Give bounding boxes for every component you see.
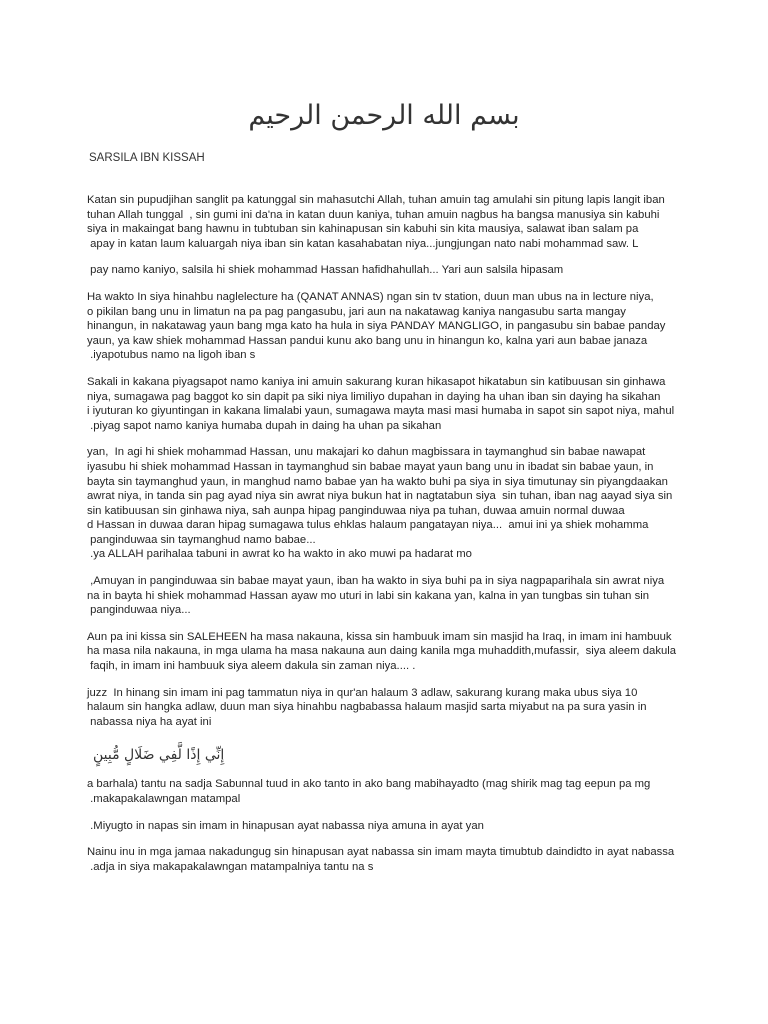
text-line: siya in makaingat bang hawnu in tubtuban sin kahinapusan sin kabuhi sin kita mausiya, salawat iban salam pa (87, 223, 639, 236)
paragraphs-after-verse (87, 777, 687, 874)
text-line: Katan sin pupudjihan sanglit pa katunggal sin mahasutchi Allah, tuhan amuin tag amulahi sin pitung lapis langit iban (87, 194, 665, 206)
text-line: o pikilan bang unu in limatun na pa pag pangasubu, jari aun na nakatawag kaniya nangasubu sarta mangay (87, 305, 626, 318)
text-line: .piyag sapot namo kaniya humaba dupah in daing ha uhan pa sikahan (87, 419, 442, 432)
paragraph (87, 686, 687, 730)
paragraph (87, 777, 687, 806)
text-line: apay in katan laum kaluargah niya iban sin katan kasahabatan niya...jungjungan nato nabi mohammad saw. L (87, 237, 639, 250)
text-line: Aun pa ini kissa sin SALEHEEN ha masa nakauna, kissa sin hambuuk imam sin masjid ha Iraq, in imam ini hambuuk (87, 630, 672, 643)
bismillah-title: بسم الله الرحمن الرحيم (248, 100, 520, 131)
text-line: Sakali in kakana piyagsapot namo kaniya ini amuin sakurang kuran hikasapot hikatabun sin katibuusan sin ginhawa (87, 375, 666, 388)
text-line: pay namo kaniyo, salsila hi shiek mohammad Hassan hafidhahullah... Yari aun salsila hipasam (87, 264, 564, 277)
paragraph (87, 574, 687, 618)
paragraph (87, 290, 687, 363)
paragraph (87, 630, 687, 674)
text-line: faqih, in imam ini hambuuk siya aleem dakula sin zaman niya.... . (87, 660, 416, 673)
text-line: panginduwaa sin taymanghud namo babae... (87, 533, 316, 546)
text-line: .adja in siya makapakalawngan matampalniya tantu na s (87, 860, 374, 873)
text-line: yan, In agi hi shiek mohammad Hassan, unu makajari ko dahun magbissara in taymanghud sin babae nawapat (87, 446, 646, 459)
text-line: Ha wakto In siya hinahbu naglelecture ha (QANAT ANNAS) ngan sin tv station, duun man ubus na in lecture niya, (87, 290, 654, 303)
arabic-verse (87, 741, 687, 769)
text-line: hinangun, in nakatawag yaun bang mga kato ha hula in siya PANDAY MANGLIGO, in pangasubu sin babae panday (87, 320, 666, 333)
paragraphs-before-verse (87, 193, 687, 729)
paragraph (87, 375, 687, 433)
paragraph (87, 819, 687, 834)
text-line: nabassa niya ha ayat ini (87, 715, 212, 728)
text-line: .makapakalawngan matampal (87, 793, 241, 805)
text-line: ha masa nila nakauna, in mga ulama ha masa nakauna aun daing kanila mga muhaddith,mufassir, siya aleem dakula (87, 645, 677, 658)
text-line: i iyuturan ko giyuntingan in kakana limalabi yaun, sumagawa mayta masi masi humaba in sapot sin sapot niya, mahul (87, 405, 675, 418)
text-line: iyasubu hi shiek mohammad Hassan in taymanghud sin babae mayat yaun bang unu in ibadat sin babae yaun, in (87, 460, 654, 473)
document-body (87, 193, 687, 886)
text-line: niya, sumagawa pag baggot ko sin dapit pa siki niya limiliyo dupahan in daying ha uhan iban sin daying ha sikahan (87, 390, 661, 403)
document-heading: SARSILA IBN KISSAH (89, 152, 205, 164)
text-line: na in bayta hi shiek mohammad Hassan ayaw mo uturi in labi sin kakana yan, kalna in yan tungbas sin tuhan sin (87, 589, 650, 602)
text-line: .ya ALLAH parihalaa tabuni in awrat ko ha wakto in ako muwi pa hadarat mo (87, 548, 472, 561)
text-line: .Miyugto in napas sin imam in hinapusan ayat nabassa niya amuna in ayat yan (87, 819, 484, 832)
text-line: a barhala) tantu na sadja Sabunnal tuud in ako tanto in ako bang mabihayadto (mag shirik mag tag eepun pa mg (87, 778, 651, 791)
paragraph (87, 193, 687, 251)
arabic-verse-text: إِنِّي إِذًا لَّفِي ضَلَالٍ مُّبِينٍ (93, 747, 225, 764)
text-line: bayta sin taymanghud yaun, in manghud namo babae yan ha wakto buhi pa siya in siya timutunay sin piyangdaakan (87, 475, 668, 488)
paragraph (87, 845, 687, 874)
text-line: d Hassan in duwaa daran hipag sumagawa tulus ehklas halaum pangatayan niya... amui ini ya shiek mohamma (87, 519, 649, 532)
text-line: tuhan Allah tunggal , sin gumi ini da'na in katan duun kaniya, tuhan amuin nagbus ha bangsa manusiya sin kabuhi (87, 208, 660, 221)
text-line: .iyapotubus namo na ligoh iban s (87, 349, 256, 362)
text-line: awrat niya, in tanda sin pag ayad niya sin awrat niya bukun hat in nagtatabun siya sin tuhan, iban nag aayad siya sin (87, 490, 673, 503)
text-line: halaum sin hangka adlaw, duun man siya hinahbu nagbabassa halaum masjid sarta miyabut na pa sura yasin in (87, 701, 647, 714)
text-line: juzz In hinang sin imam ini pag tammatun niya in qur'an halaum 3 adlaw, sakurang kurang maka ubus siya 10 (87, 686, 638, 699)
text-line: sin katibuusan sin ginhawa niya, sah aunpa hipag panginduwaa niya pa tuhan, duwaa amuin normal duwaa (87, 504, 625, 517)
text-line: panginduwaa niya... (87, 604, 191, 617)
text-line: yaun, ya kaw shiek mohammad Hassan pandui kunu ako bang unu in hinangun ko, kalna yari aun babae janaza (87, 334, 648, 347)
paragraph (87, 445, 687, 562)
text-line: ,Amuyan in panginduwaa sin babae mayat yaun, iban ha wakto in siya buhi pa in siya nagpaparihala sin awrat niya (87, 575, 665, 588)
text-line: Nainu inu in mga jamaa nakadungug sin hinapusan ayat nabassa sin imam mayta timubtub daindidto in ayat nabassa (87, 846, 675, 859)
paragraph (87, 263, 687, 278)
